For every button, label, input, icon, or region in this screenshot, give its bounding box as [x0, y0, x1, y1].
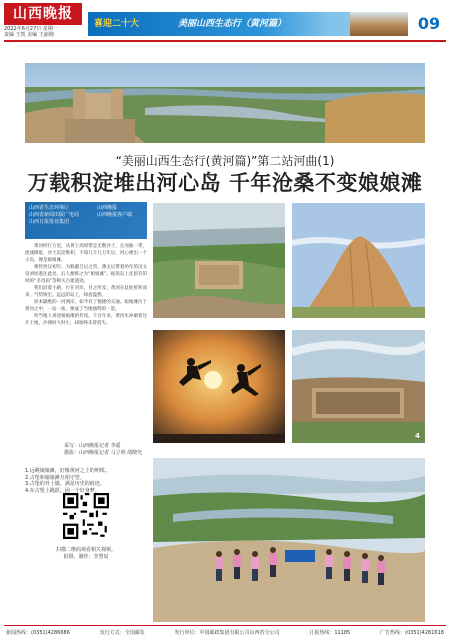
photographer-credit: 摄影：山西晚报记者 马立明 胡晓光 — [64, 450, 143, 456]
article-body — [25, 243, 147, 327]
article-paragraph: 听当地人讲述娘娘滩的传说，千百年来，黄河水冲刷着这片土地，沙洲时大时小，却始终未曾消失。 — [25, 314, 147, 326]
article-subtitle: “美丽山西生态行(黄河篇)”第二站河曲(1) — [115, 154, 335, 168]
page-header — [0, 0, 450, 40]
masthead: 山西晚报 — [4, 3, 82, 25]
date-line: 2022年6月27日 星期一 — [4, 26, 58, 32]
banner-series: 美丽山西生态行（黄河篇） — [178, 19, 287, 29]
qr-credit: 拍摄、制作：李慧辰 — [63, 553, 109, 560]
map-route-item: 山西省新闻出版广电局 — [29, 212, 80, 218]
panorama-photo — [25, 63, 425, 143]
photo-fort-walls — [292, 330, 425, 443]
map-partners — [97, 205, 132, 219]
article-credits — [64, 443, 148, 457]
article-paragraph: 相传西汉初年，为躲避吕后之害，薄太后带着幼年的汉文帝刘恒逃往此处，后人便称之为“娘娘滩”。据说岛上还留有旧时的“圣母庙”等相关古建遗迹。 — [25, 265, 147, 284]
article-title: 万载积淀堆出河心岛 千年沧桑不变娘娘滩 — [27, 171, 423, 195]
fort-walls-illustration — [292, 330, 425, 443]
caption-item: 2.古堡和娘娘滩互相守望。 — [25, 474, 85, 481]
distribution-method: 发行方式：全国邮发 — [99, 630, 145, 636]
photo-jumping-silhouettes — [153, 330, 285, 443]
group-photo-illustration — [153, 458, 425, 622]
qr-caption: 扫描二维码观看相关视频。 — [55, 547, 116, 553]
caption-item: 1.远眺娘娘滩，好像黄河之上的明珠。 — [25, 468, 110, 474]
qr-section — [25, 493, 147, 586]
photo-number: 4 — [415, 432, 420, 440]
qr-code[interactable] — [63, 493, 109, 539]
map-partner-item: 山西晚报 — [97, 205, 118, 211]
ads-hotline: 广告热线：(0351)4281618 — [380, 630, 444, 636]
map-route-item: 山西日报报业集团 — [29, 219, 70, 225]
article-paragraph: 黄河经行万里，从黄土高原带走无数沙土，在河曲一带，流速降低，沙土沉淀堆积，不知几千几万年后，河心便出一个小岛，便是娘娘滩。 — [25, 244, 147, 263]
article-paragraph: 原本隔绝的一河两岸，如今有了便捷的交通。娘娘滩位于黄河之中，一岛一庙，便成了当地独特的一景。 — [25, 300, 147, 312]
route-map — [25, 202, 147, 239]
photo-fort-overview — [153, 203, 285, 318]
caption-item: 4.在古堡上跳跃，固一个好身梦。 — [25, 487, 100, 494]
page-footer — [0, 628, 450, 640]
photo-group — [153, 458, 425, 622]
photo-loess-mound — [292, 203, 425, 318]
caption-item: 3.古堡的外土墙，满是历史的痕迹。 — [25, 481, 105, 487]
issuer: 发行单位：中国邮政集团有限公司山西省分公司 — [174, 630, 280, 636]
loess-mound-illustration — [292, 203, 425, 318]
subscription-hotline: 订报热线：11185 — [309, 630, 351, 636]
jumping-silhouettes-illustration — [153, 330, 285, 443]
header-rule — [4, 40, 446, 42]
map-partner-item: 山西晚报客户端 — [97, 212, 133, 218]
news-hotline: 新闻热线：(0351)4286686 — [6, 630, 70, 636]
banner-slogan: 喜迎二十大 — [94, 19, 140, 29]
masthead-info — [4, 26, 90, 38]
waterfall-image — [350, 12, 408, 36]
editor-line: 责编 王凯 美编 王丽刚 — [4, 32, 54, 38]
fort-overview-illustration — [153, 203, 285, 318]
panorama-illustration — [25, 63, 425, 143]
footer-rule — [4, 625, 446, 626]
reporter-credit: 采写：山西晚报记者 李遥 — [64, 443, 121, 449]
qr-captions — [25, 547, 147, 560]
article-paragraph: 我们沿着小路，行在对岸，目之所及，黄河在此处折转而来，气势恢宏。远远的岛上，绿意盎然。 — [25, 286, 147, 298]
page-number: 09 — [417, 14, 441, 33]
map-route-item: 山西省生态环境厅 — [29, 205, 70, 211]
section-banner — [88, 12, 408, 36]
